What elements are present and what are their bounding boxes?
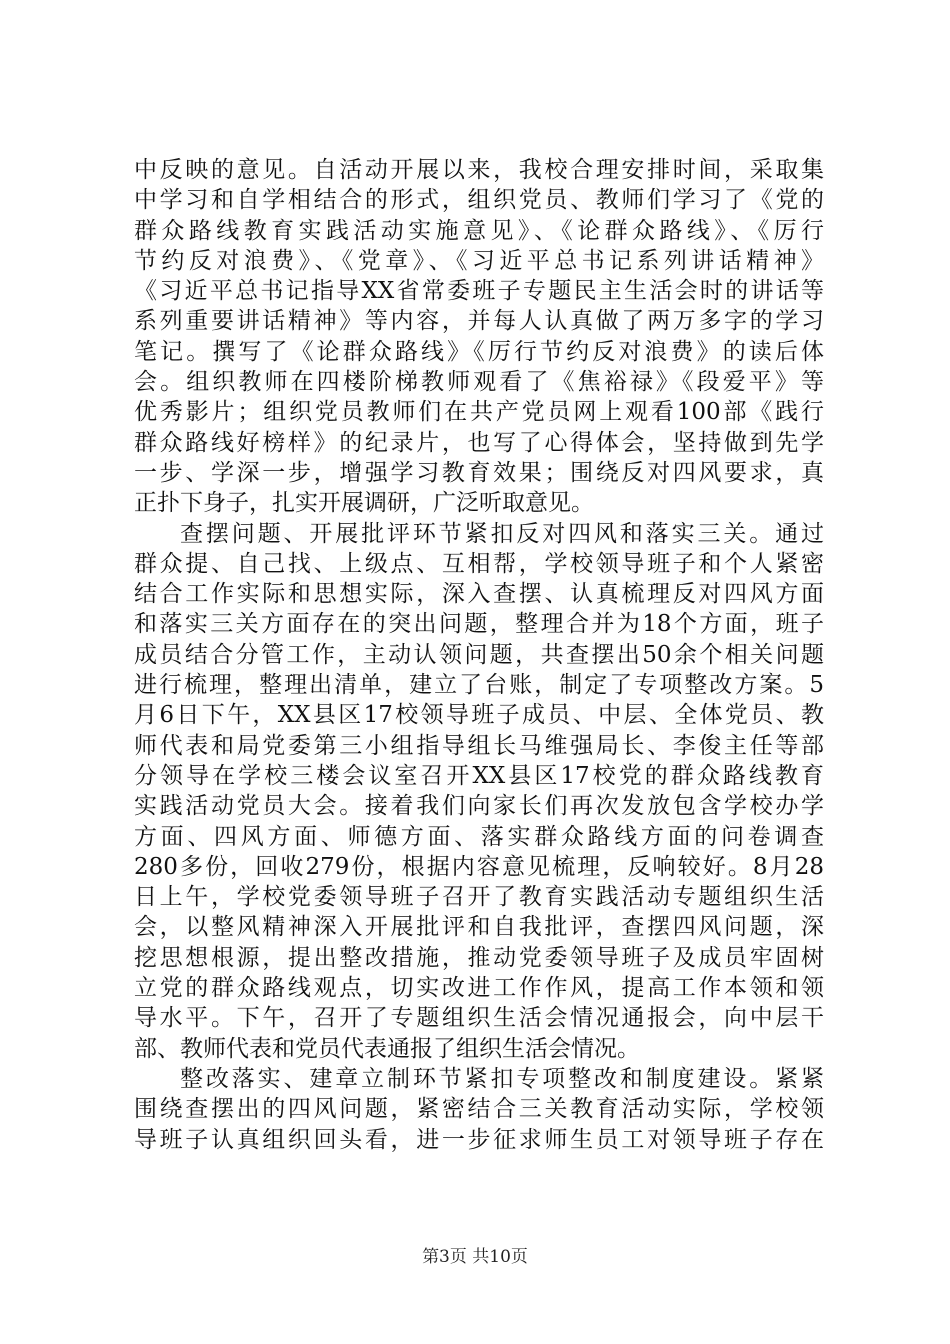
text-line: 群众路线教育实践活动实施意见》、《论群众路线》、《厉行 <box>134 217 824 244</box>
text-line: 挖思想根源，提出整改措施，推动党委领导班子及成员牢固树 <box>134 944 824 971</box>
text-line: 方面、四风方面、师德方面、落实群众路线方面的问卷调查 <box>134 823 824 850</box>
text-line: 系列重要讲话精神》等内容，并每人认真做了两万多字的学习 <box>134 308 824 335</box>
text-line: 部、教师代表和党员代表通报了组织生活会情况。 <box>134 1035 640 1062</box>
text-line: 正扑下身子，扎实开展调研，广泛听取意见。 <box>134 490 594 517</box>
text-line: 节约反对浪费》、《党章》、《习近平总书记系列讲话精神》 <box>134 247 824 274</box>
text-line: 月6日下午，XX县区17校领导班子成员、中层、全体党员、教 <box>134 702 824 729</box>
text-line: 群众路线好榜样》的纪录片，也写了心得体会，坚持做到先学 <box>134 429 824 456</box>
text-line: 280多份，回收279份，根据内容意见梳理，反响较好。8月28 <box>134 853 824 880</box>
body-text <box>134 155 824 1155</box>
text-line: 进行梳理，整理出清单，建立了台账，制定了专项整改方案。5 <box>134 672 824 699</box>
text-line: 会。组织教师在四楼阶梯教师观看了《焦裕禄》《段爱平》等 <box>134 369 824 396</box>
text-line: 一步、学深一步，增强学习教育效果；围绕反对四风要求，真 <box>134 459 824 486</box>
text-line: 结合工作实际和思想实际，深入查摆、认真梳理反对四风方面 <box>134 581 824 608</box>
text-line: 和落实三关方面存在的突出问题，整理合并为18个方面，班子 <box>134 611 824 638</box>
text-line: 笔记。撰写了《论群众路线》《厉行节约反对浪费》的读后体 <box>134 338 824 365</box>
text-line: 实践活动党员大会。接着我们向家长们再次发放包含学校办学 <box>134 793 824 820</box>
text-line: 导水平。下午，召开了专题组织生活会情况通报会，向中层干 <box>134 1005 824 1032</box>
text-line: 中反映的意见。自活动开展以来，我校合理安排时间，采取集 <box>134 157 824 183</box>
text-line: 查摆问题、开展批评环节紧扣反对四风和落实三关。通过 <box>180 520 824 547</box>
text-line: 优秀影片；组织党员教师们在共产党员网上观看100部《践行 <box>134 399 824 426</box>
text-line: 导班子认真组织回头看，进一步征求师生员工对领导班子存在 <box>134 1126 824 1153</box>
text-line: 会，以整风精神深入开展批评和自我批评，查摆四风问题，深 <box>134 914 824 941</box>
text-line: 师代表和局党委第三小组指导组长马维强局长、李俊主任等部 <box>134 732 824 759</box>
text-line: 中学习和自学相结合的形式，组织党员、教师们学习了《党的 <box>134 187 824 214</box>
text-line: 《习近平总书记指导XX省常委班子专题民主生活会时的讲话等 <box>134 278 824 305</box>
text-line: 立党的群众路线观点，切实改进工作作风，提高工作本领和领 <box>134 975 824 1002</box>
paragraph <box>134 1064 824 1155</box>
text-line: 群众提、自己找、上级点、互相帮，学校领导班子和个人紧密 <box>134 550 824 577</box>
text-line: 整改落实、建章立制环节紧扣专项整改和制度建设。紧紧 <box>180 1065 824 1092</box>
text-line: 围绕查摆出的四风问题，紧密结合三关教育活动实际，学校领 <box>134 1096 824 1123</box>
text-line: 日上午，学校党委领导班子召开了教育实践活动专题组织生活 <box>134 884 824 911</box>
paragraph <box>134 155 824 519</box>
text-line: 分领导在学校三楼会议室召开XX县区17校党的群众路线教育 <box>134 762 824 789</box>
paragraph <box>134 519 824 1064</box>
page-footer: 第3页 共10页 <box>422 1247 528 1267</box>
text-line: 成员结合分管工作，主动认领问题，共查摆出50余个相关问题 <box>134 641 824 668</box>
